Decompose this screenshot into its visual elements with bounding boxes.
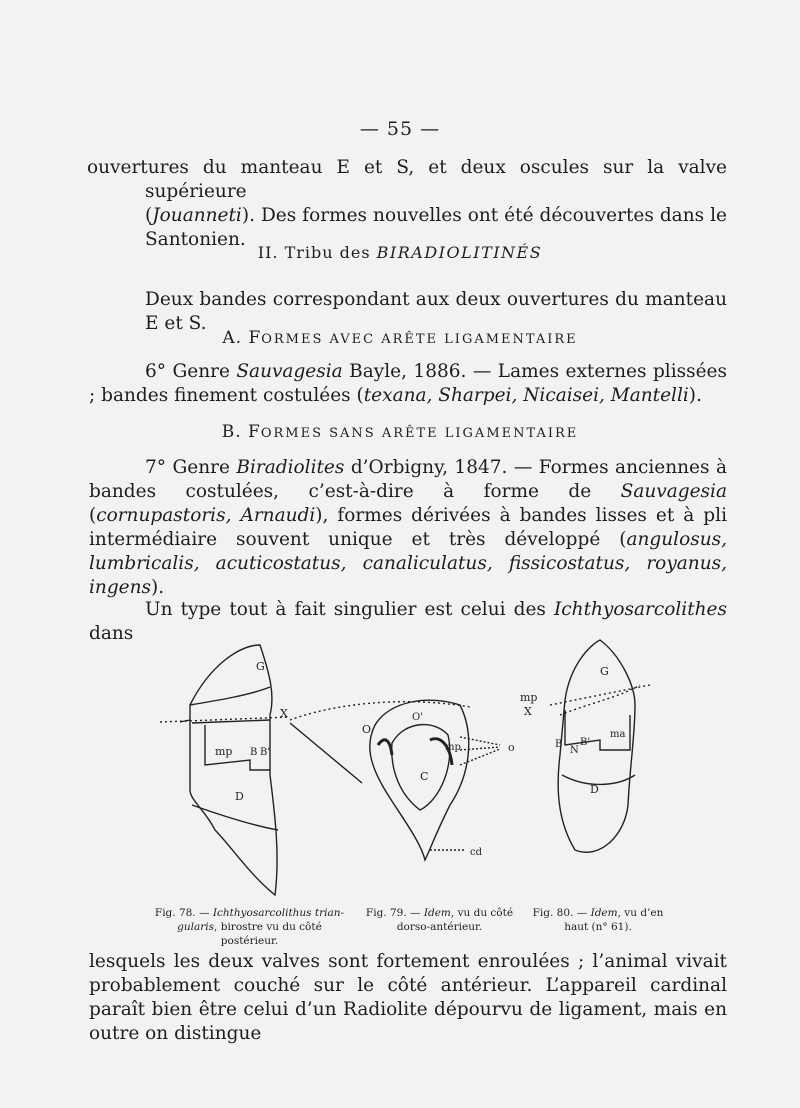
- figure-group: [130, 625, 730, 925]
- genus-biradiolites: Biradiolites: [236, 457, 345, 478]
- fossil-drawings: [130, 625, 690, 915]
- section-b-heading: B. FORMES SANS ARÊTE LIGAMENTAIRE: [221, 422, 579, 442]
- fig78-label-D: D: [235, 790, 244, 803]
- fig79-label-O: O: [362, 723, 372, 736]
- species-jouanneti: Jouanneti: [152, 205, 242, 226]
- fig79-label-mp: mp: [445, 742, 461, 753]
- caption-fig-80: Fig. 80. — Idem, vu d’en haut (n° 61).: [532, 907, 664, 933]
- paragraph-3: 6° Genre Sauvagesia Bayle, 1886. — Lames externes plissées ; bandes finement costulées (texana, Sharpei, Nicaisei, Mantelli).: [89, 361, 727, 406]
- fig80-label-mp: mp: [520, 691, 538, 704]
- fig78-label-B: B: [250, 747, 258, 758]
- caption-fig-79: Fig. 79. — Idem, vu du côté dorso-antérieur.: [365, 907, 514, 933]
- caption-fig-78: Fig. 78. — Ichthyosarcolithus trian-gularis, birostre vu du côté postérieur.: [154, 907, 345, 947]
- section-a-heading: A. FORMES AVEC ARÊTE LIGAMENTAIRE: [222, 328, 578, 348]
- fig78-label-G: G: [256, 660, 265, 673]
- fig-78-drawing: [180, 645, 278, 895]
- paragraph-2: Deux bandes correspondant aux deux ouvertures du manteau E et S.: [145, 289, 727, 334]
- fig80-label-D: D: [590, 783, 599, 796]
- fig79-label-o: o: [508, 741, 515, 754]
- fig80-label-Bpp: B': [580, 737, 591, 748]
- fig80-label-N: N: [570, 745, 579, 756]
- species-list-1: cornupastoris, Arnaudi: [96, 505, 316, 526]
- species-list-2: angulosus, lumbricalis, acuticostatus, canaliculatus, fissicostatus, royanus, ingens: [89, 529, 727, 598]
- paragraph-1-line-1: ouvertures du manteau E et S, et deux oscules sur la valve supérieure: [87, 157, 727, 202]
- fig78-label-X: X: [280, 707, 288, 720]
- fig79-label-cd: cd: [470, 847, 483, 858]
- fig78-label-mp: mp: [215, 745, 233, 758]
- tribe-name: BIRADIOLITINÉS: [376, 243, 543, 262]
- paragraph-4: 7° Genre Biradiolites d’Orbigny, 1847. — Formes anciennes à bandes costulées, c’est-à-dire à forme de Sauvagesia (cornupastoris, Arnaudi), formes dérivées à bandes lisses et à pli intermédiaire souvent unique et très développé (angulosus, lumbricalis, acuticostatus, canaliculatus, fissicostatus, royanus, ingens).: [89, 457, 727, 598]
- page-number: — 55 —: [359, 118, 441, 140]
- fig80-label-X: X: [524, 705, 532, 718]
- fig80-label-G: G: [600, 665, 609, 678]
- fig79-label-C: C: [420, 770, 429, 783]
- fig78-label-Bp: B': [260, 747, 271, 758]
- paragraph-5: Un type tout à fait singulier est celui des Ichthyosarcolithes dans: [89, 599, 727, 644]
- species-list-sauvagesia: texana, Sharpei, Nicaisei, Mantelli: [363, 385, 689, 406]
- fig-79-drawing: [370, 700, 500, 860]
- genus-sauvagesia: Sauvagesia: [236, 361, 343, 382]
- fig80-label-ma: ma: [610, 729, 626, 740]
- paragraph-6: lesquels les deux valves sont fortement enroulées ; l’animal vivait probablement couché sur le côté antérieur. L’appareil cardinal paraît bien être celui d’un Radiolite dépourvu de ligament, mais en outre on distingue: [89, 951, 727, 1044]
- fig80-label-B: B: [555, 739, 563, 750]
- fig79-label-Op: O': [412, 712, 423, 723]
- tribe-heading: II. Tribu des BIRADIOLITINÉS: [257, 243, 543, 262]
- genus-ichthyosarcolithes: Ichthyosarcolithes: [553, 599, 727, 620]
- paragraph-1: ouvertures du manteau E et S, et deux oscules sur la valve supérieure (Jouanneti). Des formes nouvelles ont été découvertes dans le Santonien.: [87, 157, 727, 250]
